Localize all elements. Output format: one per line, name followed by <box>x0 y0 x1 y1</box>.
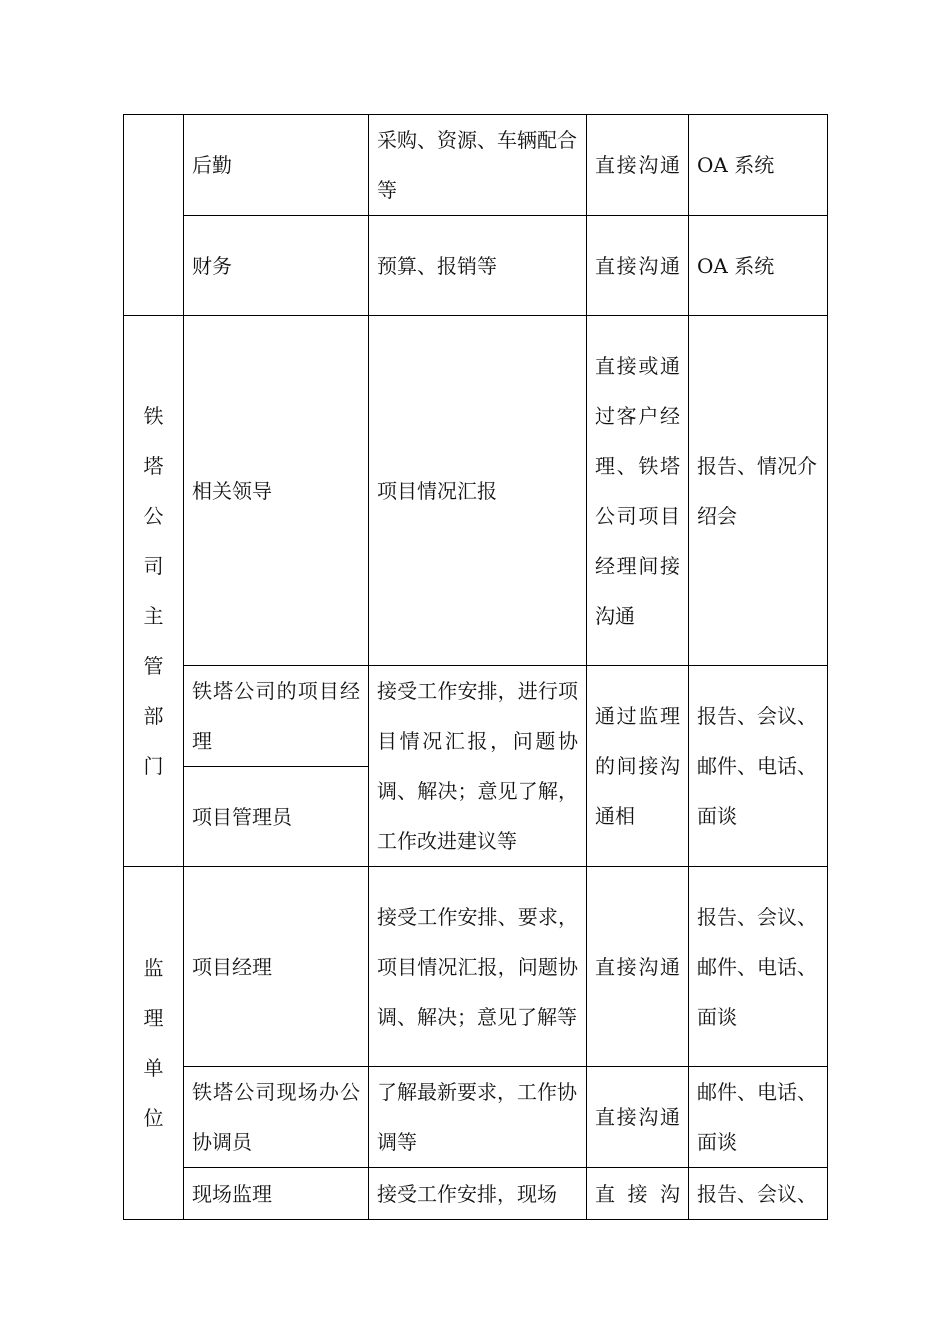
content-cell: 项目情况汇报 <box>369 316 587 666</box>
tool-cell: 邮件、电话、面谈 <box>689 1067 828 1168</box>
contact-cell: 现场监理 <box>184 1168 369 1220</box>
contact-cell: 财务 <box>184 216 369 316</box>
contact-cell: 项目经理 <box>184 867 369 1067</box>
table-row <box>124 1067 828 1168</box>
method-cell: 直接沟 <box>587 1168 689 1220</box>
method-cell: 通过监理的间接沟通相 <box>587 666 689 867</box>
content-cell: 接受工作安排、要求，项目情况汇报，问题协调、解决；意见了解等 <box>369 867 587 1067</box>
tool-cell: 报告、会议、邮件、电话、面谈 <box>689 867 828 1067</box>
content-cell: 接受工作安排，现场 <box>369 1168 587 1220</box>
method-cell: 直接或通过客户经理、铁塔公司项目经理间接沟通 <box>587 316 689 666</box>
department-label: 监理单位 <box>143 956 164 1130</box>
contact-cell: 铁塔公司现场办公协调员 <box>184 1067 369 1168</box>
tool-cell: 报告、会议、邮件、电话、面谈 <box>689 666 828 867</box>
contact-cell: 相关领导 <box>184 316 369 666</box>
tool-cell: 报告、情况介绍会 <box>689 316 828 666</box>
tool-cell: OA 系统 <box>689 115 828 216</box>
table-row <box>124 216 828 316</box>
method-cell: 直接沟通 <box>587 867 689 1067</box>
tool-cell: OA 系统 <box>689 216 828 316</box>
department-label: 铁塔公司主管部门 <box>143 404 164 778</box>
method-cell: 直接沟通 <box>587 216 689 316</box>
method-cell: 直接沟通 <box>587 115 689 216</box>
department-cell <box>124 867 184 1220</box>
table-row <box>124 867 828 1067</box>
table-row <box>124 316 828 666</box>
department-cell <box>124 316 184 867</box>
content-cell: 了解最新要求，工作协调等 <box>369 1067 587 1168</box>
tool-cell: 报告、会议、 <box>689 1168 828 1220</box>
content-cell: 预算、报销等 <box>369 216 587 316</box>
communication-table <box>123 114 828 1220</box>
table-row <box>124 1168 828 1220</box>
contact-cell: 后勤 <box>184 115 369 216</box>
table-row <box>124 115 828 216</box>
department-cell <box>124 115 184 316</box>
contact-cell: 铁塔公司的项目经理 <box>184 666 369 767</box>
content-cell: 接受工作安排，进行项目情况汇报，问题协调、解决；意见了解，工作改进建议等 <box>369 666 587 867</box>
contact-cell: 项目管理员 <box>184 767 369 867</box>
content-cell: 采购、资源、车辆配合等 <box>369 115 587 216</box>
method-cell: 直接沟通 <box>587 1067 689 1168</box>
table-row <box>124 666 828 767</box>
